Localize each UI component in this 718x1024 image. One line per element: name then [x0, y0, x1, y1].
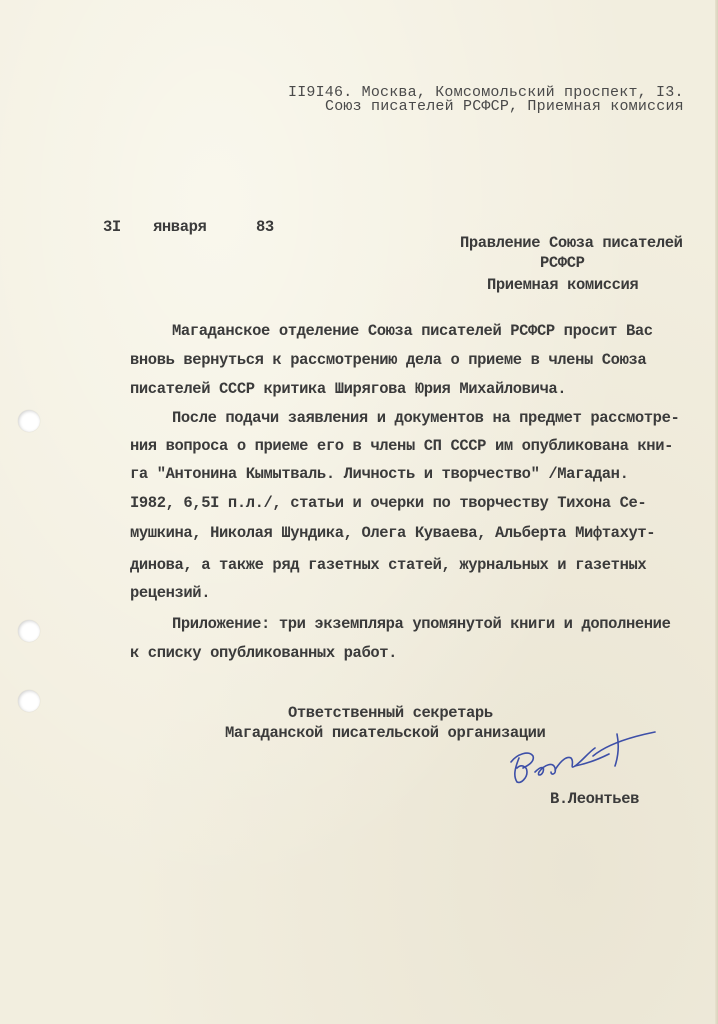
body-line: писателей СССР критика Ширягова Юрия Михайловича. [130, 380, 567, 398]
date-month: января [153, 218, 207, 236]
signer-title-line-1: Ответственный секретарь [288, 704, 493, 722]
date-day: 3I [103, 218, 121, 236]
signature-icon [505, 726, 665, 788]
body-line: Приложение: три экземпляра упомянутой книги и дополнение [172, 615, 671, 633]
body-line: га "Антонина Кымытваль. Личность и творчество" /Магадан. [130, 465, 629, 483]
punch-hole-icon [18, 690, 40, 712]
letterhead-address: II9I46. Москва, Комсомольский проспект, I3. [288, 84, 684, 101]
body-line: мушкина, Николая Шундика, Олега Куваева, Альберта Мифтахут- [130, 524, 656, 542]
date-year: 83 [256, 218, 274, 236]
recipient-line-2: РСФСР [540, 254, 585, 272]
signer-title-line-2: Магаданской писательской организации [225, 724, 546, 742]
body-line: I982, 6,5I п.л./, статьи и очерки по творчеству Тихона Се- [130, 494, 647, 512]
letterhead-organization: Союз писателей РСФСР, Приемная комиссия [325, 98, 684, 115]
recipient-line-3: Приемная комиссия [487, 276, 639, 294]
body-line: вновь вернуться к рассмотрению дела о приеме в члены Союза [130, 351, 647, 369]
body-line: Магаданское отделение Союза писателей РСФСР просит Вас [172, 322, 653, 340]
body-line: динова, а также ряд газетных статей, журнальных и газетных [130, 556, 647, 574]
body-line: к списку опубликованных работ. [130, 644, 398, 662]
body-line: рецензий. [130, 584, 211, 602]
punch-hole-icon [18, 620, 40, 642]
signer-name: В.Леонтьев [550, 790, 640, 808]
punch-hole-icon [18, 410, 40, 432]
body-line: ния вопроса о приеме его в члены СП СССР им опубликована кни- [130, 437, 673, 455]
recipient-line-1: Правление Союза писателей [460, 234, 683, 252]
body-line: После подачи заявления и документов на предмет рассмотре- [172, 409, 680, 427]
